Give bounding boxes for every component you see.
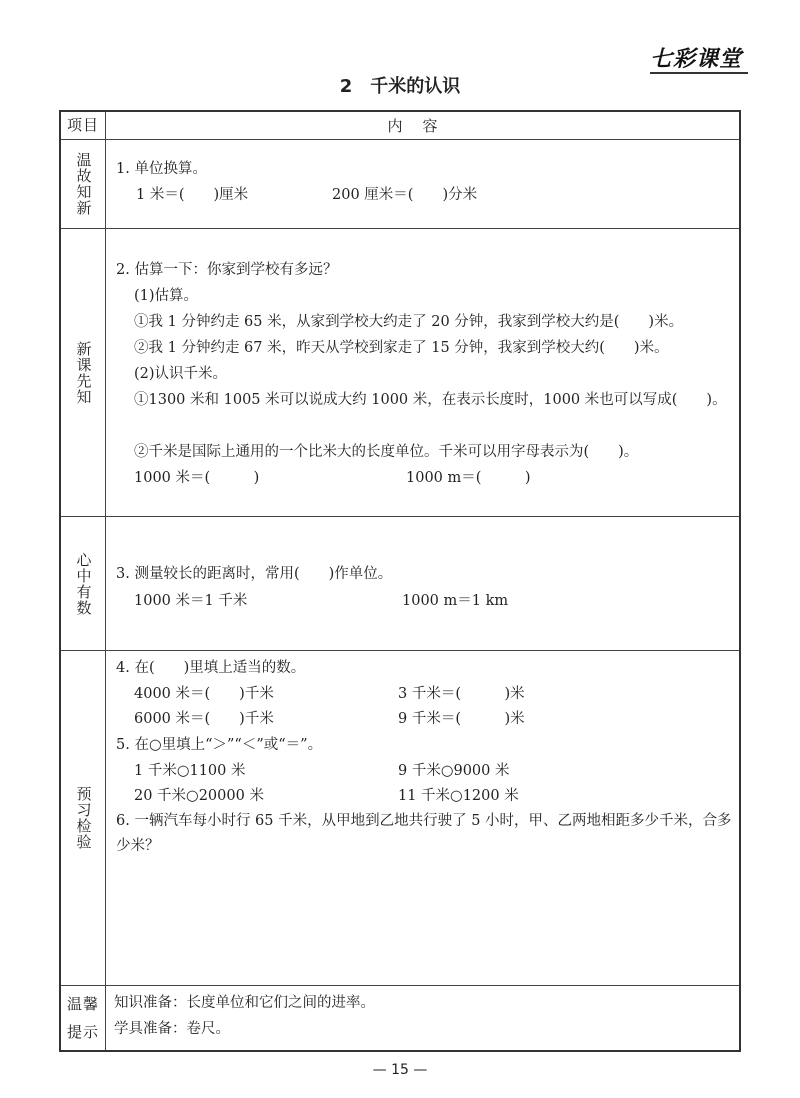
section-practice — [61, 651, 739, 986]
question-2: 2. 估算一下：你家到学校有多远？ — [116, 262, 338, 278]
exercise-text: ②我 1 分钟约走 67 米，昨天从学校到家走了 15 分钟，我家到学校大约( )米。 — [134, 340, 669, 356]
lesson-table — [59, 110, 741, 1052]
page-title: 2 千米的认识 — [339, 76, 461, 97]
question-1: 1. 单位换算。 — [116, 161, 207, 177]
question-4: 4. 在( )里填上适当的数。 — [116, 660, 306, 676]
exercise-text: 9 千米○9000 米 — [398, 763, 510, 779]
page-number: — 15 — — [372, 1062, 428, 1078]
section-label: 预习检验 — [61, 651, 106, 985]
question-5: 5. 在○里填上“＞”“＜”或“＝”。 — [116, 737, 323, 753]
section-content — [106, 651, 739, 985]
question-6: 6. 一辆汽车每小时行 65 千米，从甲地到乙地共行驶了 5 小时，甲、乙两地相距多少千米，合多少米？ — [116, 813, 732, 854]
exercise-text: 11 千米○1200 米 — [398, 788, 519, 804]
exercise-text: 1000 m＝( ) — [406, 470, 531, 486]
section-preview — [61, 229, 739, 517]
key-fact: 1000 m＝1 km — [402, 593, 509, 609]
exercise-text: ①我 1 分钟约走 65 米，从家到学校大约走了 20 分钟，我家到学校大约是( )米。 — [134, 314, 684, 330]
section-content — [106, 517, 739, 650]
exercise-text: 1000 米＝( ) — [134, 470, 260, 486]
section-review — [61, 140, 739, 229]
question-3: 3. 测量较长的距离时，常用( )作单位。 — [116, 566, 393, 582]
exercise-text: ①1300 米和 1005 米可以说成大约 1000 米，在表示长度时，1000 米也可以写成( )。 — [134, 392, 727, 408]
section-content — [106, 229, 739, 516]
exercise-text: 6000 米＝( )千米 — [134, 711, 274, 727]
section-label: 温馨提示 — [61, 986, 106, 1050]
section-label: 新课先知 — [61, 229, 106, 516]
exercise-text: 4000 米＝( )千米 — [134, 686, 274, 702]
exercise-text: 1 千米○1100 米 — [134, 763, 246, 779]
section-label: 温故知新 — [61, 140, 106, 228]
exercise-text: 20 千米○20000 米 — [134, 788, 264, 804]
exercise-text: ②千米是国际上通用的一个比米大的长度单位。千米可以用字母表示为( )。 — [134, 444, 639, 460]
exercise-text: 9 千米＝( )米 — [398, 711, 525, 727]
key-fact: 1000 米＝1 千米 — [134, 593, 248, 609]
header-content-label: 内容 — [387, 117, 458, 135]
tip-knowledge: 知识准备：长度单位和它们之间的进率。 — [114, 995, 375, 1011]
sub-heading: (1)估算。 — [134, 288, 199, 304]
section-key-points — [61, 517, 739, 651]
sub-heading: (2)认识千米。 — [134, 366, 228, 382]
table-header-row — [61, 112, 739, 140]
tip-tools: 学具准备：卷尺。 — [114, 1021, 230, 1037]
section-label: 心中有数 — [61, 517, 106, 650]
header-item-label: 项目 — [61, 112, 106, 139]
exercise-text: 1 米＝( )厘米 — [136, 187, 249, 203]
exercise-text: 3 千米＝( )米 — [398, 686, 525, 702]
section-tips — [61, 986, 739, 1050]
section-content — [106, 140, 739, 228]
section-content — [106, 986, 739, 1050]
exercise-text: 200 厘米＝( )分米 — [332, 187, 478, 203]
brand-logo: 七彩课堂 — [649, 47, 742, 72]
